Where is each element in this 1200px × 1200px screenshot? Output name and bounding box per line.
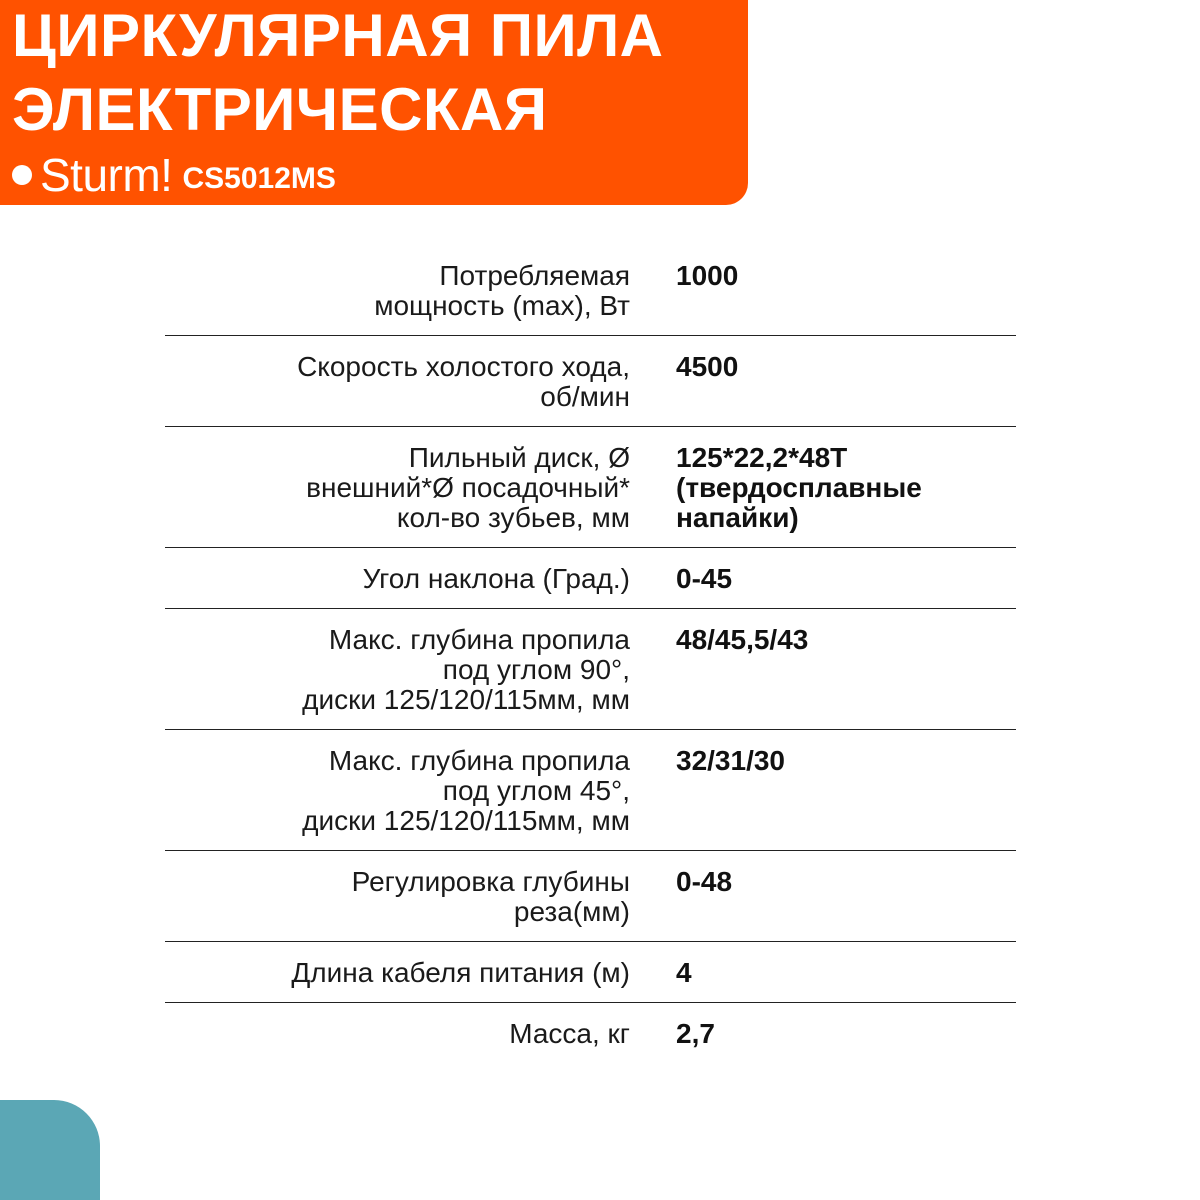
spec-row bbox=[165, 427, 1016, 548]
spec-row bbox=[165, 942, 1016, 1003]
spec-label: Макс. глубина пропила под углом 90°, диски 125/120/115мм, мм bbox=[302, 624, 630, 715]
spec-label: Потребляемая мощность (max), Вт bbox=[374, 260, 630, 321]
spec-label: Пильный диск, Ø внешний*Ø посадочный* кол-во зубьев, мм bbox=[306, 442, 630, 533]
spec-value: 0-48 bbox=[676, 866, 733, 897]
spec-table bbox=[165, 245, 1016, 1063]
spec-value: 125*22,2*48T (твердосплавные напайки) bbox=[676, 442, 922, 533]
spec-value: 0-45 bbox=[676, 563, 733, 594]
spec-label: Масса, кг bbox=[509, 1018, 630, 1049]
spec-row bbox=[165, 730, 1016, 851]
spec-label: Макс. глубина пропила под углом 45°, диски 125/120/115мм, мм bbox=[302, 745, 630, 836]
spec-row bbox=[165, 245, 1016, 336]
spec-label: Длина кабеля питания (м) bbox=[291, 957, 630, 988]
header-banner bbox=[0, 0, 748, 205]
spec-label: Регулировка глубины реза(мм) bbox=[351, 866, 630, 927]
page-title-line-2: ЭЛЕКТРИЧЕСКАЯ bbox=[12, 76, 548, 143]
brand-dot-icon bbox=[12, 165, 32, 185]
spec-row bbox=[165, 851, 1016, 942]
spec-label: Скорость холостого хода, об/мин bbox=[297, 351, 630, 412]
spec-row bbox=[165, 609, 1016, 730]
spec-label: Угол наклона (Град.) bbox=[362, 563, 630, 594]
spec-value: 48/45,5/43 bbox=[676, 624, 809, 655]
spec-value: 4 bbox=[676, 957, 692, 988]
spec-value: 2,7 bbox=[676, 1018, 715, 1049]
spec-row bbox=[165, 548, 1016, 609]
spec-value: 4500 bbox=[676, 351, 739, 382]
spec-value: 1000 bbox=[676, 260, 739, 291]
brand-name: Sturm! bbox=[40, 149, 173, 201]
spec-value: 32/31/30 bbox=[676, 745, 785, 776]
brand-logo bbox=[12, 150, 336, 200]
model-name: CS5012MS bbox=[182, 162, 336, 195]
page-title-line-1: ЦИРКУЛЯРНАЯ ПИЛА bbox=[12, 2, 664, 69]
spec-row bbox=[165, 336, 1016, 427]
corner-decoration bbox=[0, 1100, 100, 1200]
spec-row bbox=[165, 1003, 1016, 1063]
